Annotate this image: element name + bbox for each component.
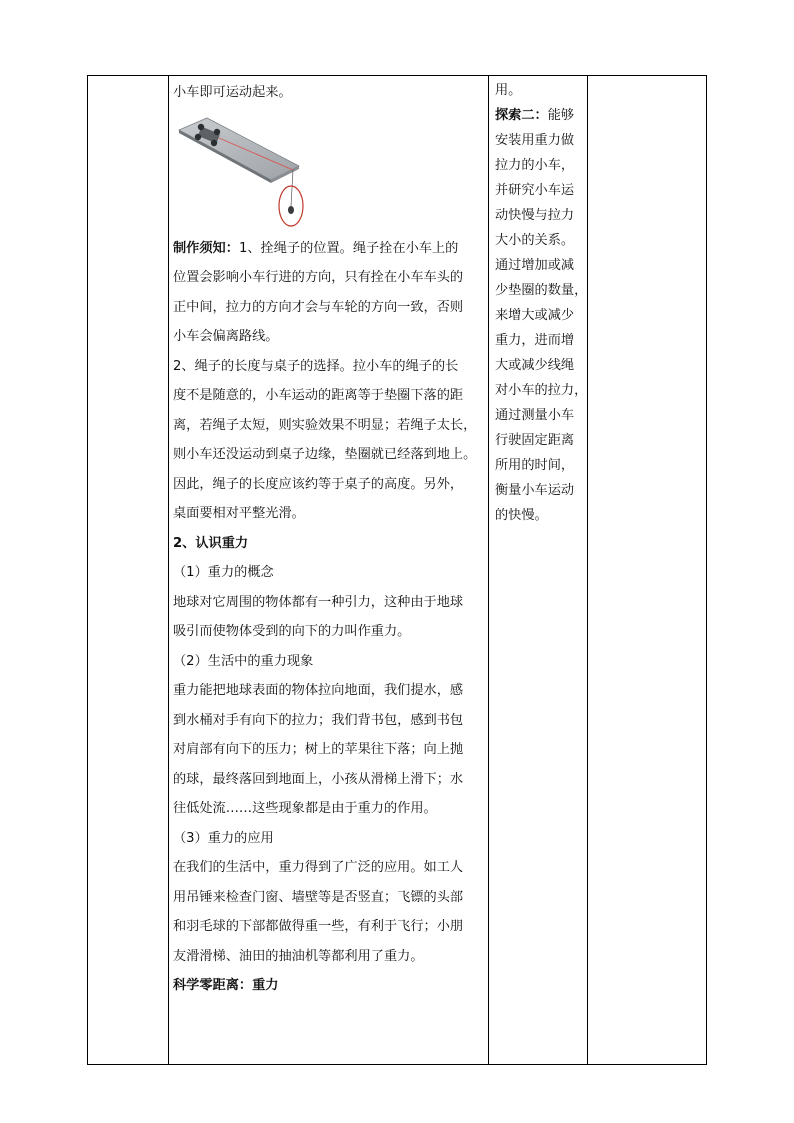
explore-label: 探索二： (495, 108, 548, 123)
phenomena-line-1: 重力能把地球表面的物体拉向地面，我们提水，感 (173, 683, 464, 698)
side-line-14: 行驶固定距离 (495, 433, 575, 448)
side-line-12: 对小车的拉力， (495, 383, 588, 398)
side-line-15: 所用的时间， (495, 458, 575, 473)
side-line-1 (495, 103, 587, 128)
car-experiment-figure (177, 108, 317, 228)
rope-line-3: 离，若绳子太短，则实验效果不明显；若绳子太长， (173, 417, 477, 433)
lesson-table (87, 75, 707, 1065)
subheading-concept: （1）重力的概念 (173, 565, 274, 580)
side-line-16: 衡量小车运动 (495, 483, 575, 498)
side-line-0: 用。 (495, 83, 522, 98)
subheading-phenomena: （2）生活中的重力现象 (173, 653, 314, 669)
main-content-cell (169, 76, 488, 1064)
note-line-2: 位置会影响小车行进的方向，只有拴在小车车头的 (173, 270, 464, 285)
subheading-application: （3）重力的应用 (173, 830, 274, 846)
side-line-10: 重力，进而增 (495, 333, 575, 348)
rope-line-5: 因此，绳子的长度应该约等于桌子的高度。另外， (173, 476, 464, 492)
intro-line: 小车即可运动起来。 (173, 85, 292, 100)
note-line-4: 小车会偏离路线。 (173, 329, 279, 344)
phenomena-line-5: 往低处流……这些现象都是由于重力的作用。 (173, 801, 437, 816)
side-line-9: 来增大或减少 (495, 308, 575, 323)
side-line-2: 安装用重力做 (495, 133, 575, 148)
side-text: 能够 (547, 108, 575, 123)
application-line-3: 和羽毛球的下部都做得重一些，有利于飞行；小朋 (173, 919, 464, 934)
rope-line-4: 则小车还没运动到桌子边缘，垫圈就已经落到地上。 (173, 447, 477, 462)
science-heading: 科学零距离：重力 (173, 978, 279, 993)
side-line-6: 大小的关系。 (495, 233, 575, 248)
side-line-8: 少垫圈的数量， (495, 283, 588, 298)
phenomena-line-3: 对肩部有向下的压力；树上的苹果往下落；向上抛 (173, 742, 464, 757)
column-divider-3 (587, 76, 588, 1064)
side-line-7: 通过增加或减 (495, 258, 575, 273)
note-line-3: 正中间，拉力的方向才会与车轮的方向一致，否则 (173, 299, 464, 315)
side-line-3: 拉力的小车， (495, 158, 575, 173)
application-line-4: 友滑滑梯、油田的抽油机等都利用了重力。 (173, 948, 424, 964)
concept-line-1: 地球对它周围的物体都有一种引力，这种由于地球 (173, 594, 464, 610)
note-label: 制作须知： (173, 240, 239, 256)
side-line-4: 并研究小车运 (495, 183, 575, 198)
application-line-2: 用吊锤来检查门窗、墙壁等是否竖直；飞镖的头部 (173, 889, 464, 905)
application-line-1: 在我们的生活中，重力得到了广泛的应用。如工人 (173, 860, 464, 875)
note-text: 1、拴绳子的位置。绳子拴在小车上的 (238, 240, 459, 256)
phenomena-line-2: 到水桶对手有向下的拉力；我们背书包，感到书包 (173, 712, 464, 728)
car-on-board-illustration (177, 108, 317, 228)
rope-line-1: 2、绳子的长度与桌子的选择。拉小车的绳子的长 (173, 358, 459, 374)
rope-line-6: 桌面要相对平整光滑。 (173, 506, 305, 521)
phenomena-line-4: 的球，最终落回到地面上，小孩从滑梯上滑下；水 (173, 771, 464, 787)
concept-line-2: 吸引而使物体受到的向下的力叫作重力。 (173, 624, 411, 639)
section-heading-gravity: 2、认识重力 (173, 535, 249, 551)
side-line-13: 通过测量小车 (495, 408, 575, 423)
side-line-11: 大或减少线绳 (495, 358, 575, 373)
rope-line-2: 度不是随意的，小车运动的距离等于垫圈下落的距 (173, 388, 464, 403)
note-line-1 (173, 234, 486, 264)
side-line-5: 动快慢与拉力 (495, 208, 575, 223)
design-intent-cell (489, 76, 587, 1064)
side-line-17: 的快慢。 (495, 508, 548, 523)
